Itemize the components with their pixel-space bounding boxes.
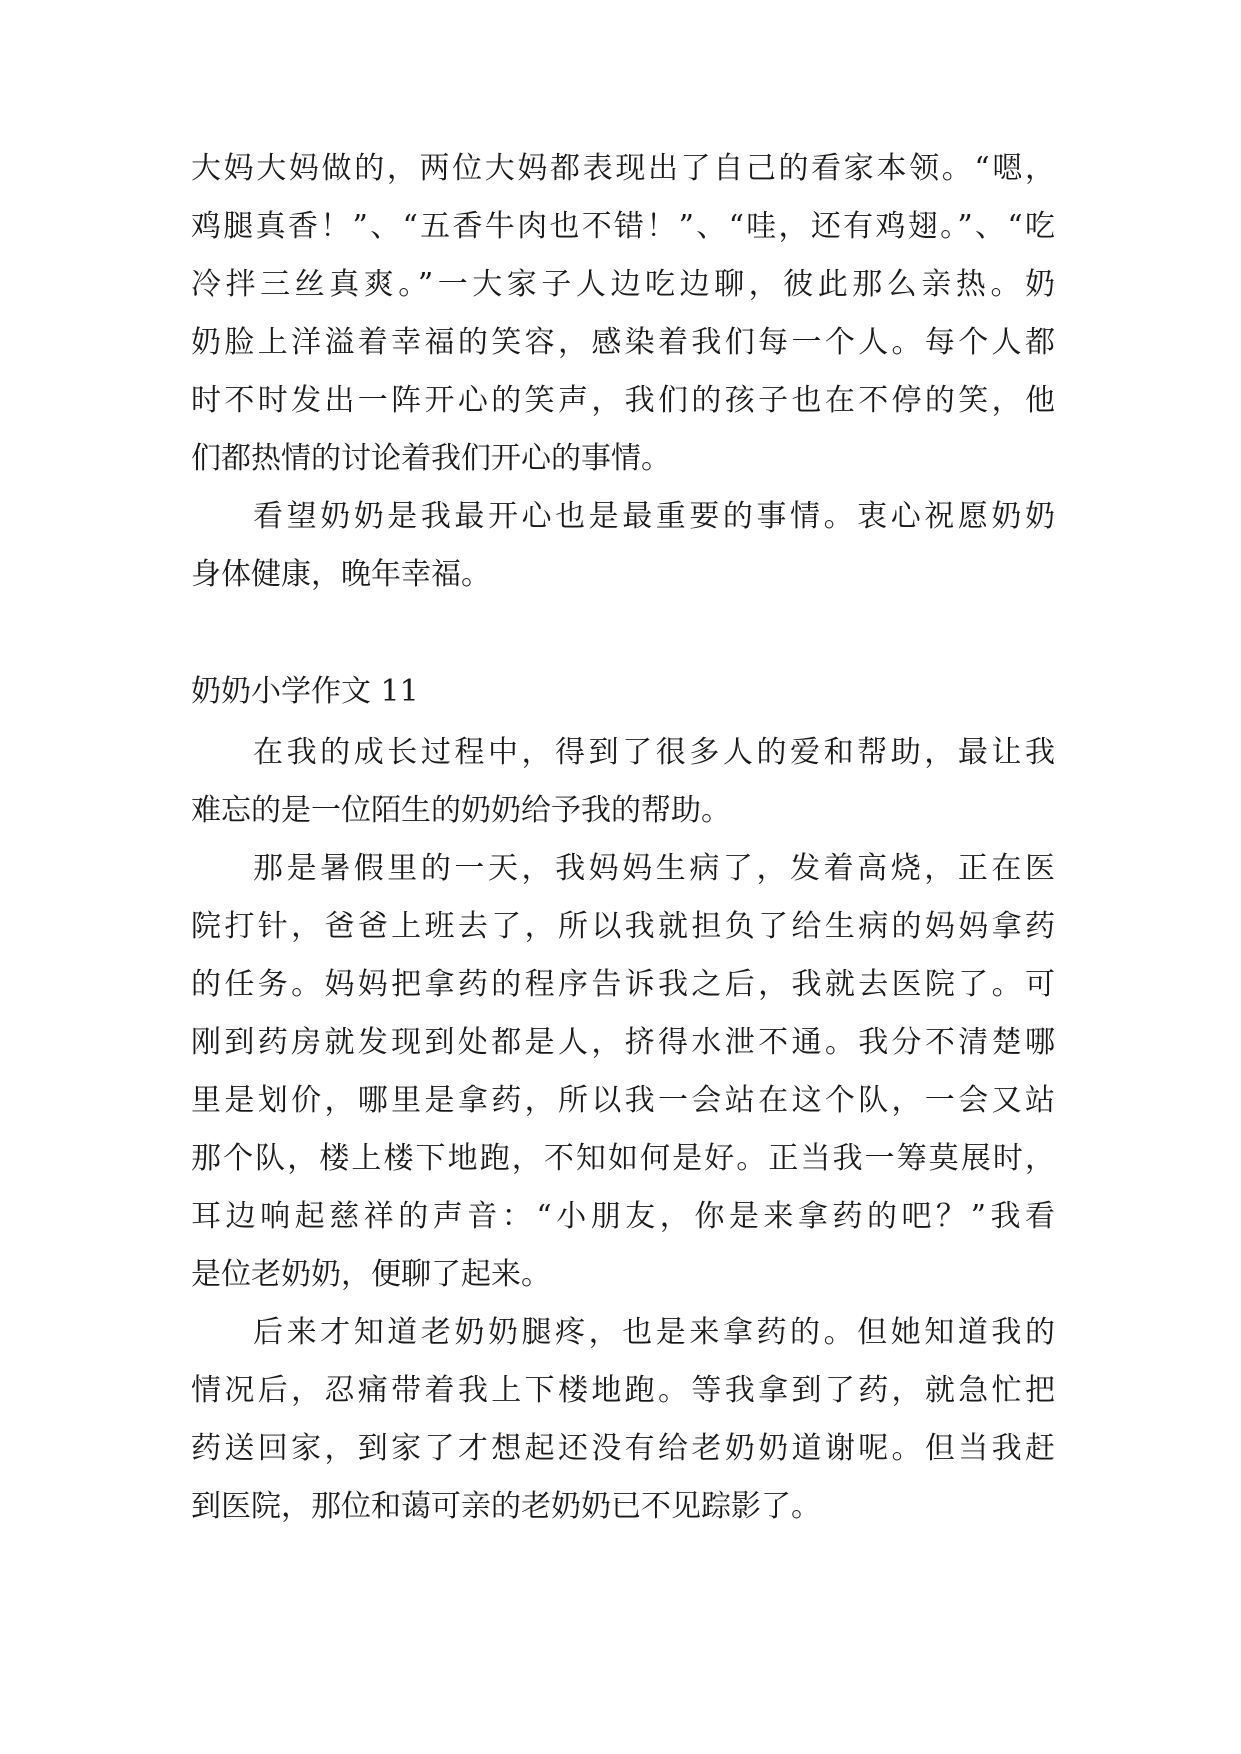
- text-line: 们都热情的讨论着我们开心的事情。: [191, 441, 671, 476]
- text-line: 大妈大妈做的，两位大妈都表现出了自己的看家本领。“嗯，: [191, 151, 1055, 186]
- text-line: 耳边响起慈祥的声音：“小朋友，你是来拿药的吧？”我看: [191, 1199, 1055, 1234]
- text-line: 到医院，那位和蔼可亲的老奶奶已不见踪影了。: [191, 1489, 821, 1524]
- text-line: 在我的成长过程中，得到了很多人的爱和帮助，最让我: [253, 735, 1055, 770]
- text-line: 是位老奶奶，便聊了起来。: [191, 1257, 551, 1292]
- paragraph: [191, 724, 1055, 840]
- text-line: 时不时发出一阵开心的笑声，我们的孩子也在不停的笑，他: [191, 383, 1055, 418]
- text-line: 药送回家，到家了才想起还没有给老奶奶道谢呢。但当我赶: [191, 1431, 1055, 1466]
- text-line: 那个队，楼上楼下地跑，不知如何是好。正当我一筹莫展时，: [191, 1141, 1055, 1176]
- text-line: 后来才知道老奶奶腿疼，也是来拿药的。但她知道我的: [253, 1315, 1055, 1350]
- section-title: 奶奶小学作文 11: [191, 674, 419, 709]
- paragraph: [191, 488, 1055, 604]
- paragraph: [191, 1304, 1055, 1536]
- text-line: 刚到药房就发现到处都是人，挤得水泄不通。我分不清楚哪: [191, 1025, 1055, 1060]
- text-line: 难忘的是一位陌生的奶奶给予我的帮助。: [191, 793, 731, 828]
- text-line: 冷拌三丝真爽。”一大家子人边吃边聊，彼此那么亲热。奶: [191, 267, 1055, 302]
- text-line: 那是暑假里的一天，我妈妈生病了，发着高烧，正在医: [253, 851, 1055, 886]
- paragraph: [191, 840, 1055, 1304]
- text-line: 里是划价，哪里是拿药，所以我一会站在这个队，一会又站: [191, 1083, 1055, 1118]
- document-page: [191, 140, 1055, 1536]
- text-line: 看望奶奶是我最开心也是最重要的事情。衷心祝愿奶奶: [253, 499, 1055, 534]
- text-line: 奶脸上洋溢着幸福的笑容，感染着我们每一个人。每个人都: [191, 325, 1055, 360]
- text-line: 的任务。妈妈把拿药的程序告诉我之后，我就去医院了。可: [191, 967, 1055, 1002]
- text-line: 身体健康，晚年幸福。: [191, 557, 491, 592]
- text-line: 院打针，爸爸上班去了，所以我就担负了给生病的妈妈拿药: [191, 909, 1055, 944]
- paragraph: [191, 140, 1055, 488]
- section-spacer: [191, 604, 1055, 660]
- text-line: 鸡腿真香！”、“五香牛肉也不错！”、“哇，还有鸡翅。”、“吃: [191, 209, 1055, 244]
- text-line: 情况后，忍痛带着我上下楼地跑。等我拿到了药，就急忙把: [191, 1373, 1055, 1408]
